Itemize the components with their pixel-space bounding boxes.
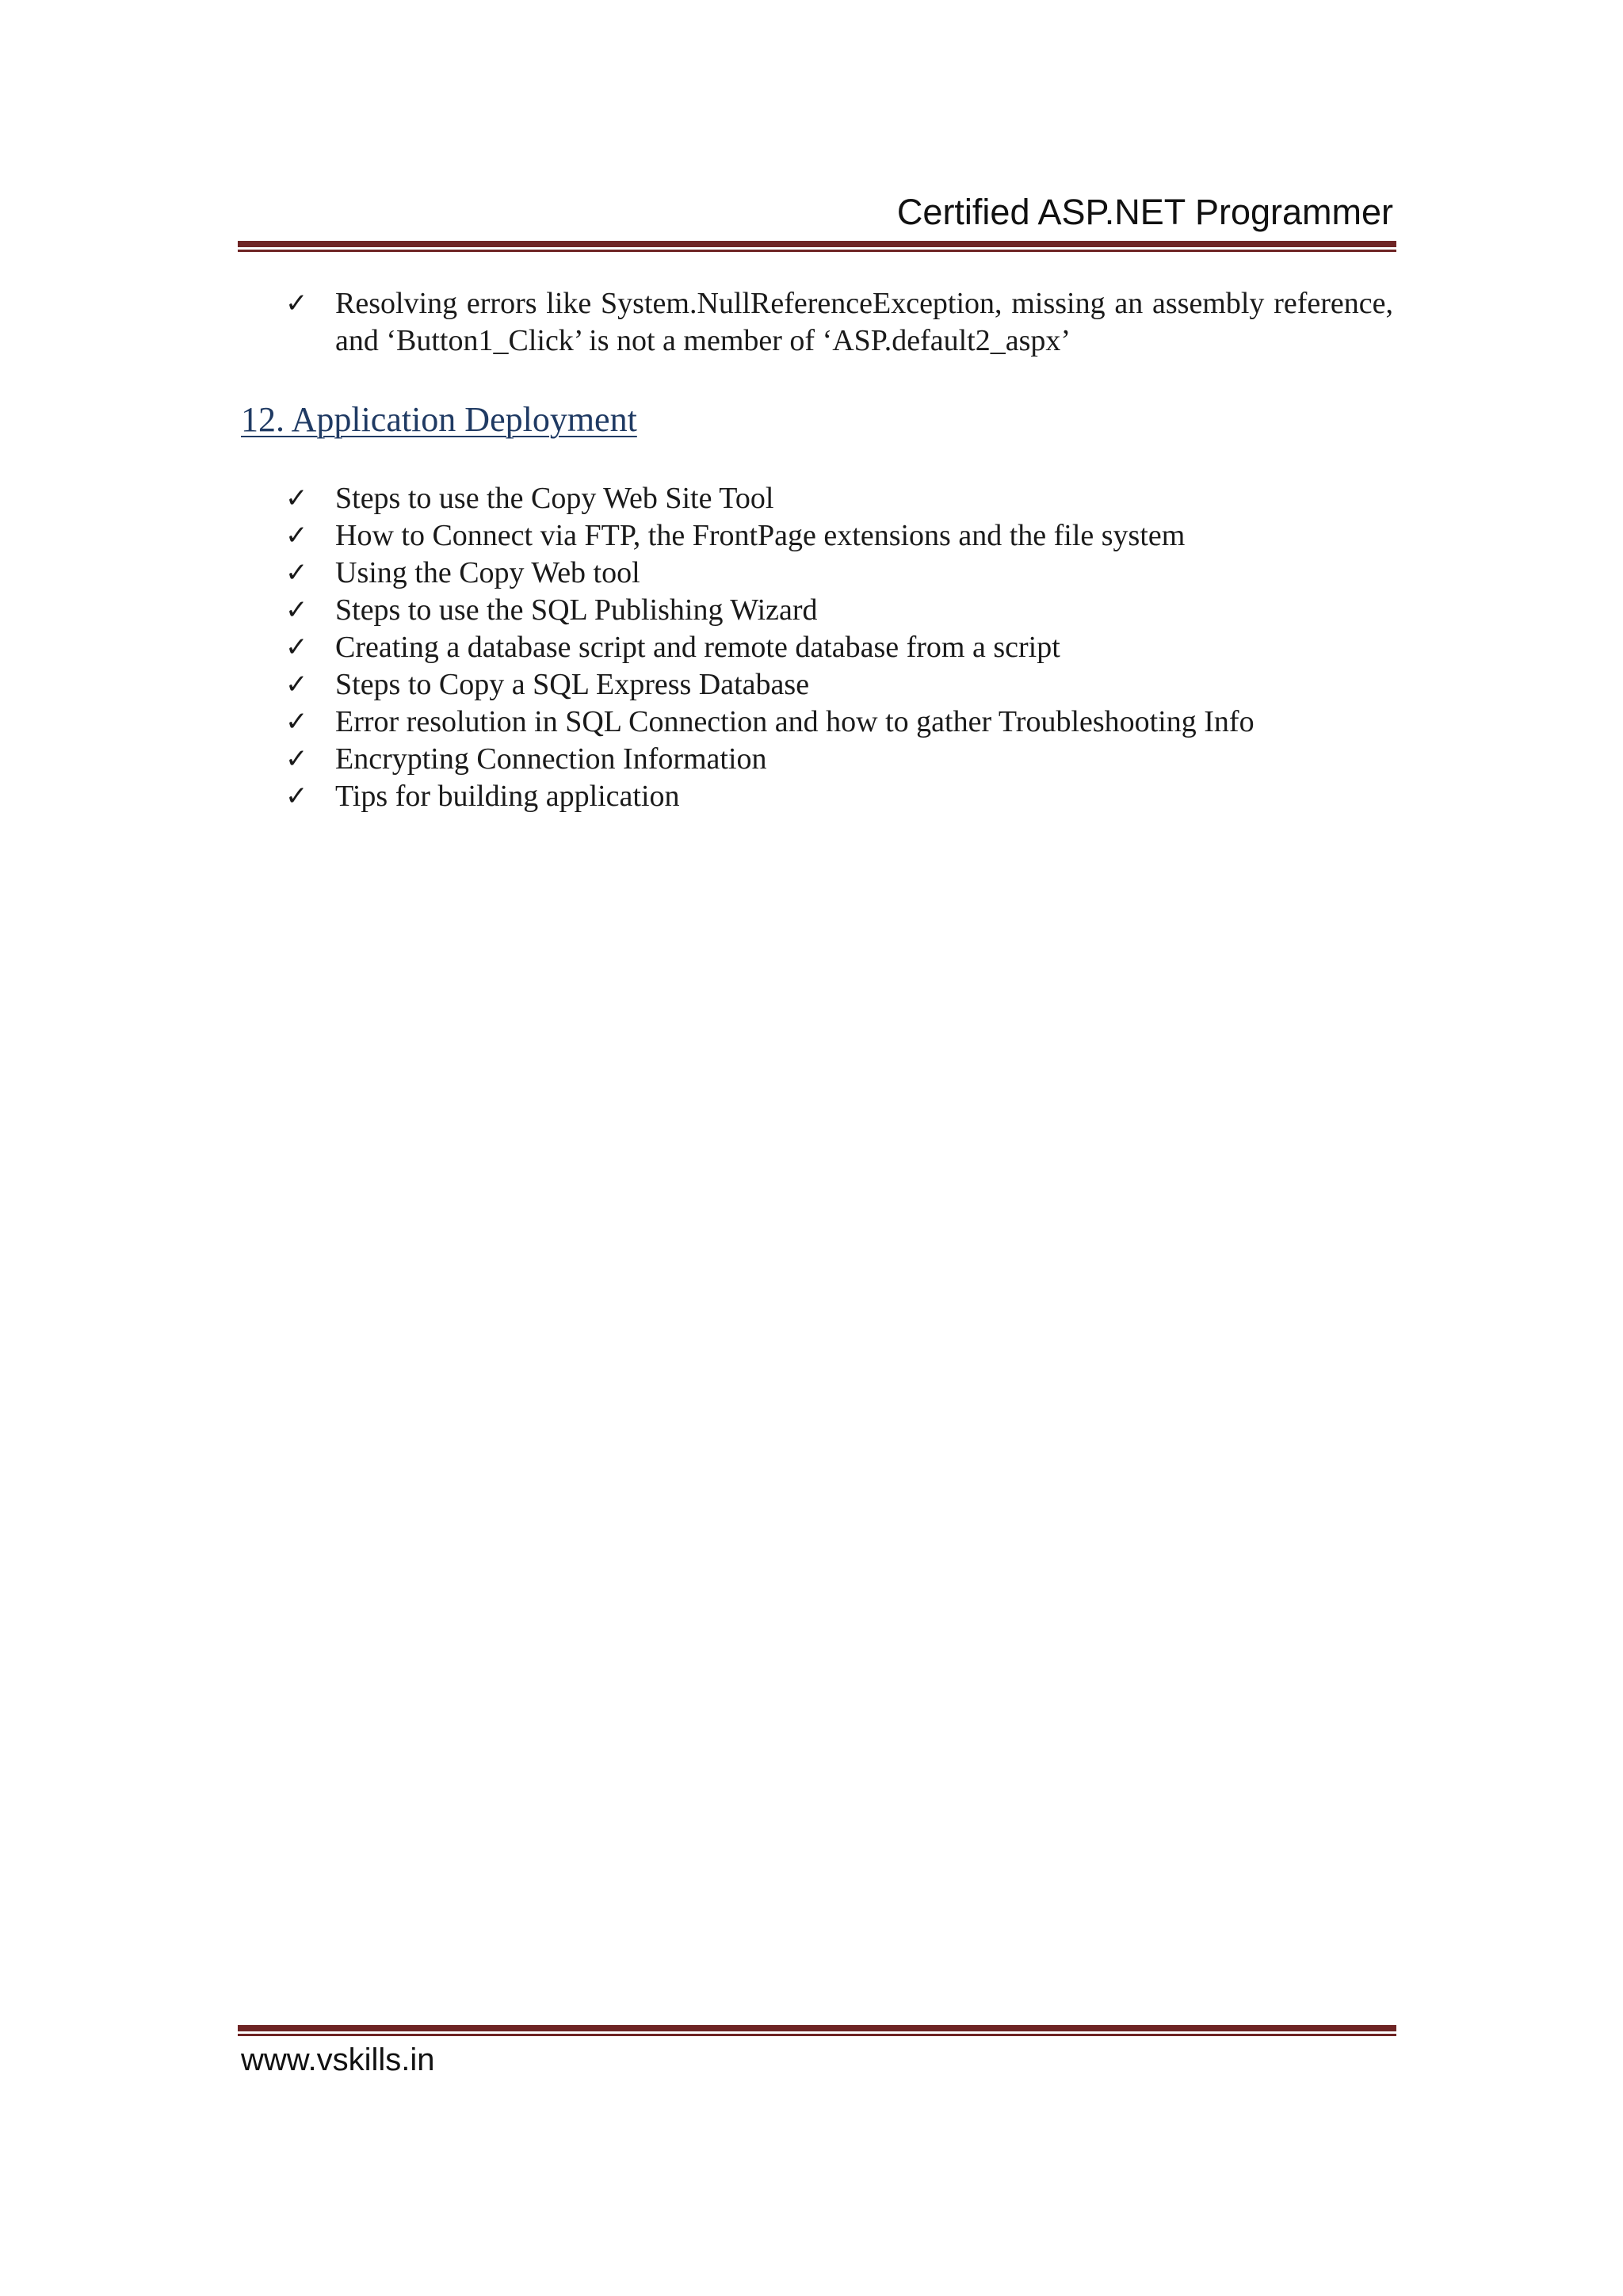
list-item-text: Steps to Copy a SQL Express Database <box>335 668 810 701</box>
check-mark-icon: ✓ <box>285 288 308 319</box>
deployment-list <box>238 480 1393 815</box>
check-mark-icon: ✓ <box>285 482 308 514</box>
list-item <box>238 285 1393 360</box>
footer-url: www.vskills.in <box>241 2042 435 2077</box>
list-item <box>238 778 1393 815</box>
list-item-text: Steps to use the Copy Web Site Tool <box>335 482 774 515</box>
check-mark-icon: ✓ <box>285 669 308 700</box>
list-item <box>238 704 1393 741</box>
check-mark-icon: ✓ <box>285 557 308 589</box>
check-mark-icon: ✓ <box>285 594 308 626</box>
list-item-text: Error resolution in SQL Connection and how to gather Troubleshooting Info <box>335 705 1254 738</box>
list-item <box>238 555 1393 592</box>
list-item-text: Encrypting Connection Information <box>335 742 767 776</box>
list-item-text: Steps to use the SQL Publishing Wizard <box>335 593 818 627</box>
list-item <box>238 629 1393 666</box>
check-mark-icon: ✓ <box>285 706 308 738</box>
list-item-text: Creating a database script and remote database from a script <box>335 631 1060 664</box>
list-item <box>238 592 1393 629</box>
list-item-text: How to Connect via FTP, the FrontPage extensions and the file system <box>335 519 1186 552</box>
check-mark-icon: ✓ <box>285 780 308 812</box>
intro-list <box>238 285 1393 360</box>
list-item <box>238 480 1393 517</box>
list-item <box>238 517 1393 555</box>
check-mark-icon: ✓ <box>285 743 308 775</box>
list-item <box>238 741 1393 778</box>
check-mark-icon: ✓ <box>285 631 308 663</box>
check-mark-icon: ✓ <box>285 520 308 551</box>
list-item-text: Tips for building application <box>335 780 680 813</box>
header-title: Certified ASP.NET Programmer <box>896 192 1393 232</box>
footer-rule <box>238 2025 1396 2036</box>
list-item <box>238 666 1393 704</box>
page-content <box>238 285 1393 815</box>
header-rule <box>238 241 1396 252</box>
section-heading: 12. Application Deployment <box>241 400 637 439</box>
list-item-text: Using the Copy Web tool <box>335 556 640 589</box>
list-item-text: Resolving errors like System.NullReferenceException, missing an assembly reference, and ‘Button1_Click’ is not a member of ‘ASP.default2_aspx’ <box>335 287 1393 357</box>
